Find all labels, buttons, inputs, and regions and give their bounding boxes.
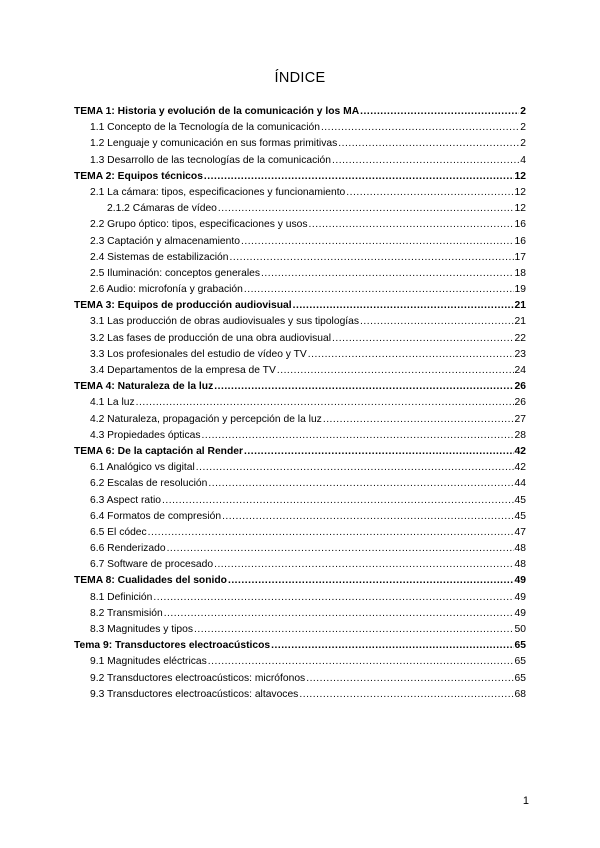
toc-dot-leader [244,282,514,298]
toc-entry-label: 1.2 Lenguaje y comunicación en sus formas primitivas [90,138,338,150]
toc-dot-leader [196,460,514,476]
toc-entry-label: 4.1 La luz [90,397,135,409]
toc-entry-page: 65 [514,656,526,668]
toc-entry-label: 6.3 Aspect ratio [90,494,161,506]
toc-entry-page: 49 [514,607,526,619]
toc-section-entry[interactable] [74,460,526,476]
toc-entry-label: TEMA 3: Equipos de producción audiovisual [74,300,292,312]
toc-section-entry[interactable] [74,606,526,622]
toc-entry-page: 2 [520,138,526,150]
toc-dot-leader [241,234,514,250]
toc-entry-page: 17 [514,251,526,263]
toc-entry-page: 49 [514,575,526,587]
toc-entry-page: 21 [514,300,526,312]
toc-section-entry[interactable] [74,185,526,201]
toc-entry-page: 45 [514,510,526,522]
toc-dot-leader [323,412,514,428]
toc-dot-leader [261,266,514,282]
toc-dot-leader [214,379,513,395]
toc-section-entry[interactable] [74,314,526,330]
toc-entry-page: 12 [514,203,526,215]
toc-section-entry[interactable] [74,136,526,152]
toc-dot-leader [346,185,513,201]
toc-entry-page: 21 [514,316,526,328]
toc-entry-label: 3.2 Las fases de producción de una obra audiovisual [90,332,332,344]
toc-entry-page: 68 [514,688,526,700]
toc-dot-leader [271,638,513,654]
toc-entry-label: 4.2 Naturaleza, propagación y percepción de la luz [90,413,322,425]
toc-chapter-entry[interactable] [74,573,526,589]
toc-entry-label: 3.4 Departamentos de la empresa de TV [90,365,276,376]
toc-entry-page: 16 [514,235,526,247]
toc-entry-label: 2.4 Sistemas de estabilización [90,251,229,263]
toc-entry-label: 2.1 La cámara: tipos, especificaciones y funcionamiento [90,186,346,198]
toc-dot-leader [167,541,514,557]
toc-entry-label: 9.1 Magnitudes eléctricas [90,656,207,668]
toc-entry-page: 18 [514,267,526,279]
toc-entry-page: 44 [514,478,526,490]
toc-entry-page: 47 [514,526,526,538]
toc-section-entry[interactable] [74,687,526,703]
toc-entry-label: 9.2 Transductores electroacústicos: micrófonos [90,672,306,684]
toc-dot-leader [222,509,513,525]
toc-dot-leader [162,493,514,509]
toc-entry-page: 48 [514,543,526,555]
toc-dot-leader [306,671,513,687]
toc-section-entry[interactable] [74,671,526,687]
toc-dot-leader [228,573,514,589]
toc-entry-label: TEMA 8: Cualidades del sonido [74,575,227,587]
toc-dot-leader [230,250,514,266]
toc-entry-page: 22 [514,332,526,344]
toc-entry-label: 1.3 Desarrollo de las tecnologías de la comunicación [90,154,331,166]
toc-dot-leader [332,153,519,169]
toc-section-entry[interactable] [74,428,526,444]
toc-dot-leader [194,622,514,638]
toc-entry-label: TEMA 1: Historia y evolución de la comunicación y los MA [74,106,360,117]
toc-entry-label: 6.1 Analógico vs digital [90,462,195,474]
toc-entry-page: 12 [514,186,526,198]
toc-entry-page: 42 [514,462,526,474]
index-title: ÍNDICE [274,70,326,86]
toc-section-entry[interactable] [74,201,526,217]
toc-dot-leader [309,217,514,233]
toc-entry-label: 8.2 Transmisión [90,607,163,619]
toc-dot-leader [360,104,519,120]
toc-section-entry[interactable] [74,331,526,347]
toc-dot-leader [299,687,513,703]
toc-dot-leader [153,590,513,606]
toc-section-entry[interactable] [74,525,526,541]
toc-entry-label: 4.3 Propiedades ópticas [90,429,201,441]
toc-entry-page: 2 [520,122,526,134]
toc-entry-page: 27 [514,413,526,425]
toc-chapter-entry[interactable] [74,169,526,185]
toc-section-entry[interactable] [74,153,526,169]
toc-entry-page: 23 [514,348,526,360]
toc-entry-page: 65 [514,672,526,684]
toc-dot-leader [321,120,519,136]
toc-entry-label: 3.3 Los profesionales del estudio de vídeo y TV [90,348,307,360]
toc-section-entry[interactable] [74,234,526,250]
toc-entry-label: 2.3 Captación y almacenamiento [90,235,240,247]
toc-chapter-entry[interactable] [74,104,526,120]
toc-dot-leader [308,347,514,363]
toc-entry-page: 16 [514,219,526,231]
toc-dot-leader [201,428,513,444]
toc-entry-label: 2.6 Audio: microfonía y grabación [90,284,243,296]
toc-section-entry[interactable] [74,395,526,411]
toc-chapter-entry[interactable] [74,379,526,395]
toc-entry-label: 8.1 Definición [90,591,153,603]
toc-entry-label: TEMA 4: Naturaleza de la luz [74,381,214,393]
toc-chapter-entry[interactable] [74,444,526,460]
toc-entry-page: 12 [514,170,526,182]
toc-dot-leader [277,363,514,379]
toc-section-entry[interactable] [74,541,526,557]
toc-entry-page: 24 [514,365,526,376]
toc-entry-label: 6.2 Escalas de resolución [90,478,208,490]
toc-entry-label: Tema 9: Transductores electroacústicos [74,640,271,652]
toc-entry-label: 1.1 Concepto de la Tecnología de la comunicación [90,122,320,134]
toc-dot-leader [293,298,514,314]
toc-entry-label: TEMA 6: De la captación al Render [74,445,243,457]
toc-entry-label: 6.7 Software de procesado [90,559,214,571]
toc-entry-label: 9.3 Transductores electroacústicos: altavoces [90,688,299,700]
toc-section-entry[interactable] [74,509,526,525]
toc-section-entry[interactable] [74,266,526,282]
toc-section-entry[interactable] [74,347,526,363]
toc-entry-page: 42 [514,445,526,457]
toc-entry-label: 6.4 Formatos de compresión [90,510,222,522]
toc-dot-leader [244,444,514,460]
toc-entry-label: TEMA 2: Equipos técnicos [74,170,203,182]
toc-entry-page: 50 [514,624,526,635]
toc-entry-page: 26 [514,381,526,393]
toc-dot-leader [164,606,514,622]
table-of-contents [74,104,526,703]
toc-section-entry[interactable] [74,622,526,638]
toc-entry-page: 45 [514,494,526,506]
toc-dot-leader [360,314,513,330]
toc-chapter-entry[interactable] [74,638,526,654]
toc-dot-leader [214,557,513,573]
toc-entry-page: 65 [514,640,526,652]
toc-entry-label: 6.6 Renderizado [90,543,166,555]
toc-section-entry[interactable] [74,412,526,428]
toc-section-entry[interactable] [74,363,526,379]
toc-dot-leader [148,525,514,541]
toc-entry-label: 3.1 Las producción de obras audiovisuales y sus tipologías [90,316,360,328]
page-number: 1 [522,795,529,807]
toc-section-entry[interactable] [74,557,526,573]
toc-section-entry[interactable] [74,654,526,670]
toc-entry-page: 4 [520,154,526,166]
toc-section-entry[interactable] [74,120,526,136]
toc-entry-label: 8.3 Magnitudes y tipos [90,624,194,635]
toc-chapter-entry[interactable] [74,298,526,314]
toc-entry-page: 19 [514,284,526,296]
toc-entry-label: 2.2 Grupo óptico: tipos, especificaciones y usos [90,219,308,231]
toc-dot-leader [204,169,514,185]
toc-entry-label: 2.5 Iluminación: conceptos generales [90,267,261,279]
toc-entry-page: 28 [514,429,526,441]
toc-dot-leader [218,201,514,217]
toc-dot-leader [208,476,513,492]
toc-entry-label: 6.5 El códec [90,526,147,538]
toc-entry-page: 48 [514,559,526,571]
toc-entry-page: 2 [520,106,526,117]
toc-dot-leader [338,136,519,152]
toc-entry-page: 49 [514,591,526,603]
toc-dot-leader [332,331,514,347]
toc-section-entry[interactable] [74,476,526,492]
toc-entry-label: 2.1.2 Cámaras de vídeo [107,203,217,215]
toc-dot-leader [136,395,514,411]
toc-section-entry[interactable] [74,217,526,233]
toc-dot-leader [208,654,514,670]
toc-section-entry[interactable] [74,250,526,266]
toc-section-entry[interactable] [74,493,526,509]
toc-entry-page: 26 [514,397,526,409]
toc-section-entry[interactable] [74,282,526,298]
toc-section-entry[interactable] [74,590,526,606]
